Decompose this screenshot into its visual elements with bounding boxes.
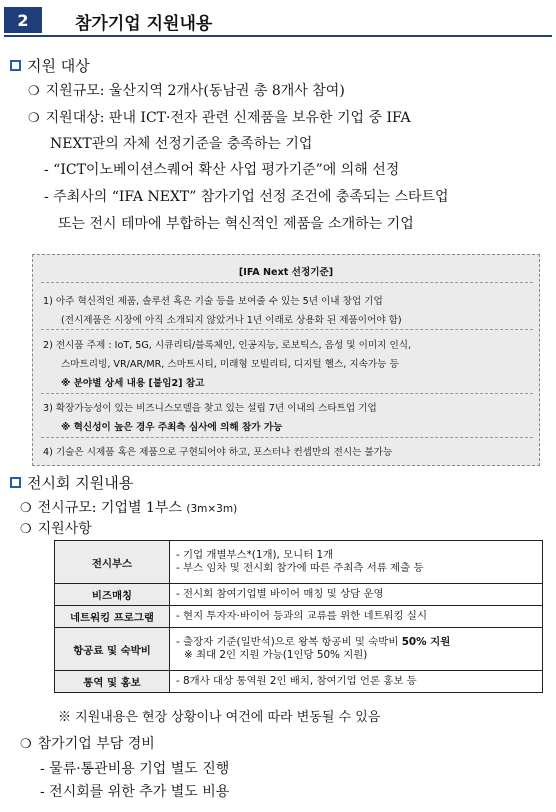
table-head-pr: 통역 및 홍보	[55, 671, 170, 693]
target-sub-item-1: - “ICT이노베이션스퀘어 확산 사업 평가기준”에 의해 선정	[44, 162, 400, 178]
target-sub-item-2: - 주최사의 “IFA NEXT” 참가기업 선정 조건에 충족되는 스타트업	[44, 189, 449, 205]
support-items-text: 지원사항	[37, 521, 92, 537]
target-criteria-line2: NEXT관의 자체 선정기준을 충족하는 기업	[50, 136, 313, 152]
airfare-text: - 출장자 기준(일반석)으로 왕복 항공비 및 숙박비	[176, 636, 402, 648]
criteria-divider	[41, 393, 533, 394]
criteria-item-2-cont: 스마트리빙, VR/AR/MR, 스마트시티, 미래형 모빌리티, 디지털 헬스, 지속가능 등	[61, 359, 399, 370]
bullet-circle-icon: ❍	[28, 111, 40, 126]
selection-criteria-box	[32, 254, 540, 466]
table-head-network: 네트워킹 프로그램	[55, 606, 170, 628]
section-number-badge: 2	[4, 7, 42, 33]
support-items-line	[20, 518, 92, 538]
criteria-item-4: 4) 기술은 시제품 혹은 제품으로 구현되어야 하고, 포스터나 컨셉만의 전시는 불가능	[43, 447, 393, 458]
cost-title-line	[20, 733, 155, 753]
header-divider	[4, 35, 552, 37]
table-row	[55, 541, 543, 584]
bullet-circle-icon: ❍	[20, 501, 32, 516]
criteria-item-1-cont: (전시제품은 시장에 아직 소개되지 않았거나 1년 이래로 상용화 된 제품이어야 함)	[61, 315, 402, 326]
bullet-circle-icon: ❍	[20, 737, 32, 752]
table-cell-pr: - 8개사 대상 통역원 2인 배치, 참여기업 언론 홍보 등	[170, 671, 543, 693]
support-table	[54, 540, 543, 693]
target-scale-line	[28, 80, 345, 100]
criteria-item-2: 2) 전시품 주제 : IoT, 5G, 시큐리티/블록체인, 인공지능, 로보틱스, 음성 및 이미지 인식,	[43, 340, 412, 351]
booth-line-2: - 부스 임차 및 전시회 참가에 따른 주최측 서류 제출 등	[176, 562, 424, 574]
criteria-divider	[41, 282, 533, 283]
bullet-circle-icon: ❍	[28, 84, 40, 99]
table-head-booth: 전시부스	[55, 541, 170, 584]
target-criteria-line	[28, 107, 411, 127]
table-head-biz: 비즈매칭	[55, 584, 170, 606]
cost-item-2: - 전시회를 위한 추가 별도 비용	[40, 784, 230, 800]
table-head-airfare: 항공료 및 숙박비	[55, 628, 170, 671]
target-sub-item-2-cont: 또는 전시 테마에 부합하는 혁신적인 제품을 소개하는 기업	[58, 216, 414, 232]
criteria-item-2-note: ※ 분야별 상세 내용 [붙임2] 참고	[61, 378, 205, 389]
support-scale-line	[20, 497, 237, 517]
table-row	[55, 671, 543, 693]
criteria-divider	[41, 329, 533, 330]
page-title: 참가기업 지원내용	[75, 14, 213, 34]
support-scale-unit: (3m×3m)	[186, 503, 238, 515]
table-cell-airfare	[170, 628, 543, 671]
airfare-percent: 50% 지원	[401, 636, 451, 648]
cost-item-1: - 물류·통관비용 기업 별도 진행	[40, 761, 230, 777]
table-cell-biz: - 전시회 참여기업별 바이어 매칭 및 상담 운영	[170, 584, 543, 606]
table-row	[55, 628, 543, 671]
section-target-title	[10, 55, 90, 76]
checkbox-square-icon	[10, 477, 21, 488]
support-scale-text: 전시규모: 기업별 1부스	[37, 500, 182, 516]
criteria-item-3: 3) 확장가능성이 있는 비즈니스모델을 찾고 있는 설립 7년 이내의 스타트업 기업	[43, 403, 377, 414]
checkbox-square-icon	[10, 60, 21, 71]
table-row	[55, 584, 543, 606]
booth-line-1: - 기업 개별부스*(1개), 모니터 1개	[176, 549, 334, 561]
table-cell-booth	[170, 541, 543, 584]
criteria-divider	[41, 437, 533, 438]
table-cell-network: - 현지 투자자·바이어 등과의 교류를 위한 네트워킹 실시	[170, 606, 543, 628]
target-criteria-text: 지원대상: 판내 ICT·전자 관련 신제품을 보유한 기업 중 IFA	[45, 110, 411, 126]
section-support-label: 전시회 지원내용	[27, 474, 134, 492]
criteria-box-title: [IFA Next 선정기준]	[238, 267, 334, 278]
cost-title-text: 참가기업 부담 경비	[37, 736, 155, 752]
table-row	[55, 606, 543, 628]
support-note: ※ 지원내용은 현장 상황이나 여건에 따라 변동될 수 있음	[58, 710, 381, 725]
target-scale-text: 지원규모: 울산지역 2개사(동남권 총 8개사 참여)	[45, 83, 345, 99]
airfare-line-1	[176, 636, 542, 649]
criteria-item-3-note: ※ 혁신성이 높은 경우 주최측 심사에 의해 참가 가능	[61, 422, 283, 433]
airfare-line-2: ※ 최대 2인 지원 가능(1인당 50% 지원)	[184, 649, 368, 661]
criteria-item-1: 1) 아주 혁신적인 제품, 솔루션 혹은 기술 등을 보여줄 수 있는 5년 이내 창업 기업	[43, 296, 383, 307]
bullet-circle-icon: ❍	[20, 522, 32, 537]
section-target-label: 지원 대상	[27, 57, 90, 75]
section-support-title	[10, 472, 133, 493]
